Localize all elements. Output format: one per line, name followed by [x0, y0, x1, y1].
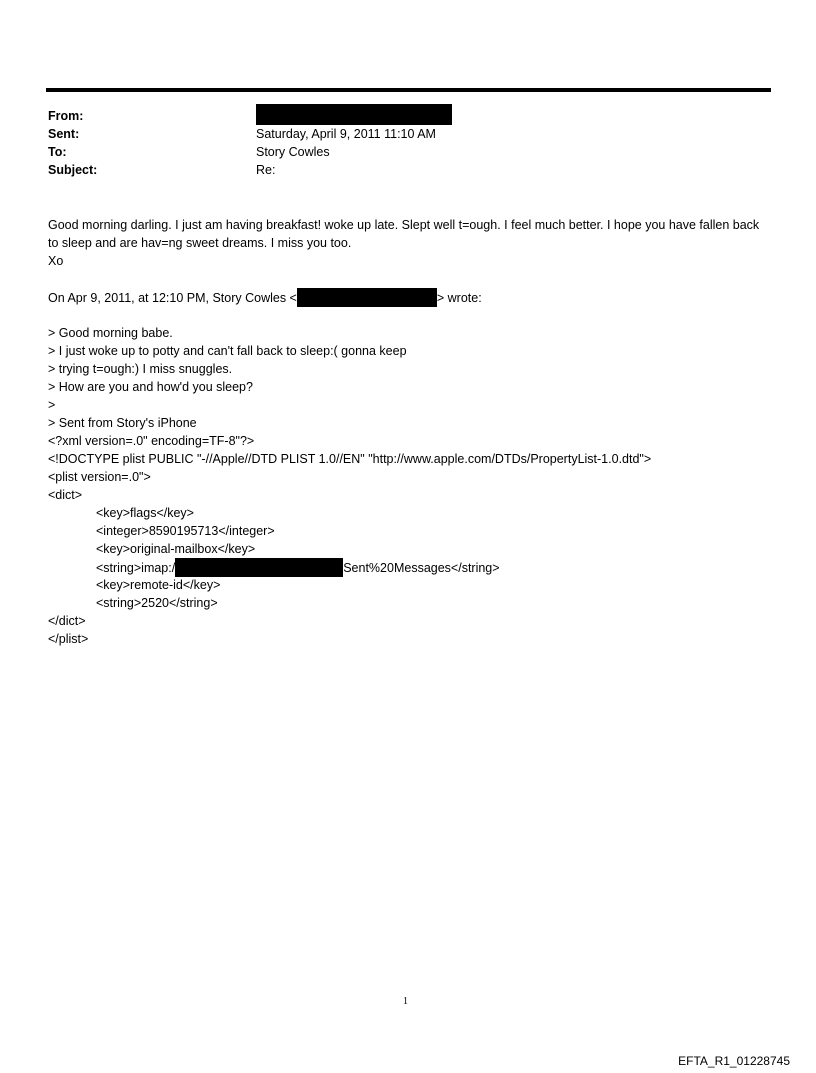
quoted-line: >: [48, 398, 56, 412]
quote-intro: [48, 288, 768, 306]
dict-open: <dict>: [48, 488, 83, 502]
signoff: Xo: [48, 254, 64, 268]
to-row: [48, 143, 468, 161]
subject-label: Subject:: [48, 163, 98, 177]
spacer: [48, 306, 768, 324]
quote-intro-after: > wrote:: [436, 291, 482, 305]
key-flags: <key>flags</key>: [96, 506, 194, 520]
string-remote: <string>2520</string>: [96, 596, 218, 610]
to-value: Story Cowles: [256, 145, 330, 159]
to-label: To:: [48, 145, 67, 159]
plist-open: <plist version=.0">: [48, 470, 151, 484]
plist-close: </plist>: [48, 632, 89, 646]
subject-value: Re:: [256, 163, 276, 177]
key-remote: <key>remote-id</key>: [96, 578, 221, 592]
string-imap: [48, 558, 768, 576]
email-body: [48, 216, 768, 648]
integer-value: <integer>8590195713</integer>: [96, 524, 275, 538]
page-number: 1: [403, 996, 408, 1007]
sent-row: [48, 125, 468, 143]
sent-label: Sent:: [48, 127, 80, 141]
string-imap-after: Sent%20Messages</string>: [343, 561, 500, 575]
xml-doctype: <!DOCTYPE plist PUBLIC "-//Apple//DTD PLIST 1.0//EN" "http://www.apple.com/DTDs/PropertyList-1.0.dtd">: [48, 452, 652, 466]
xml-decl: <?xml version=.0" encoding=TF-8"?>: [48, 434, 255, 448]
quote-intro-before: On Apr 9, 2011, at 12:10 PM, Story Cowles <: [48, 291, 297, 305]
quoted-line: > trying t=ough:) I miss snuggles.: [48, 362, 233, 376]
imap-redaction: [175, 558, 343, 577]
sent-value: Saturday, April 9, 2011 11:10 AM: [256, 127, 436, 141]
dict-close: </dict>: [48, 614, 86, 628]
message-paragraph: Good morning darling. I just am having breakfast! woke up late. Slept well t=ough. I feel much better. I hope you have fallen back to sleep and are hav=ng sweet dreams. I miss you too.: [48, 218, 760, 250]
quoted-line: > How are you and how'd you sleep?: [48, 380, 253, 394]
email-redaction: [297, 288, 437, 307]
quoted-line: > Sent from Story's iPhone: [48, 416, 197, 430]
from-row: [48, 107, 468, 125]
spacer: [48, 270, 768, 288]
header-rule: [46, 88, 771, 92]
from-value-redacted: [256, 104, 452, 125]
document-id: EFTA_R1_01228745: [678, 1054, 790, 1068]
subject-row: [48, 161, 468, 179]
string-imap-before: <string>imap:/: [96, 561, 176, 575]
quoted-line: > Good morning babe.: [48, 326, 173, 340]
from-label: From:: [48, 109, 84, 123]
quoted-line: > I just woke up to potty and can't fall back to sleep:( gonna keep: [48, 344, 407, 358]
email-header: [48, 107, 468, 179]
key-mailbox: <key>original-mailbox</key>: [96, 542, 256, 556]
